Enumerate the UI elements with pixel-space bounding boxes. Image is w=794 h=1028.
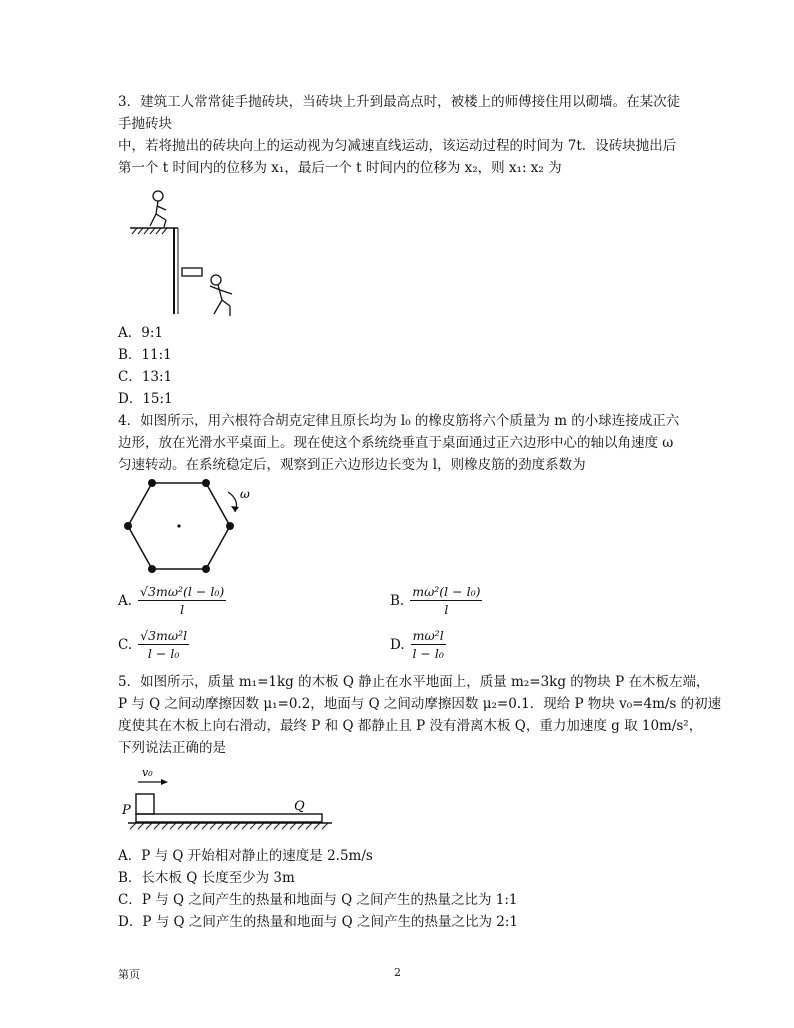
q4-option-d-label: D.: [390, 636, 405, 653]
omega-label: ω: [240, 487, 250, 501]
q4-option-a-numerator: √3mω²(l − l₀): [140, 584, 225, 599]
q5-stem-line-3: 度使其在木板上向右滑动，最终 P 和 Q 都静止且 P 没有滑离木板 Q，重力加速度 g 取 10m/s²，: [118, 718, 703, 734]
block-p-label: P: [122, 803, 131, 818]
q3-option-d[interactable]: D．15:1: [118, 391, 173, 407]
q4-option-b-numerator: mω²(l − l₀): [412, 584, 481, 599]
q5-stem-line-2: P 与 Q 之间动摩擦因数 μ₁=0.2，地面与 Q 之间动摩擦因数 μ₂=0.1．现给 P 物块 v₀=4m/s 的初速: [118, 696, 722, 712]
q5-option-c[interactable]: C．P 与 Q 之间产生的热量和地面与 Q 之间产生的热量之比为 1:1: [118, 892, 518, 908]
q3-stem-line-2: 手抛砖块: [118, 116, 172, 132]
q4-stem-line-1: 4．如图所示，用六根符合胡克定律且原长均为 l₀ 的橡皮筋将六个质量为 m 的小球连接成正六: [118, 413, 680, 429]
q3-stem-line-3: 中，若将抛出的砖块向上的运动视为匀减速直线运动，该运动过程的时间为 7t．设砖块抛出后: [118, 138, 677, 154]
q4-figure-hexagon: [118, 476, 258, 586]
q4-option-b[interactable]: [390, 584, 482, 617]
q4-stem-line-3: 匀速转动。在系统稳定后，观察到正六边形边长变为 l，则橡皮筋的劲度系数为: [118, 457, 586, 473]
q4-option-a-denominator: l: [180, 602, 185, 617]
q4-option-d-denominator: l − l₀: [412, 646, 444, 661]
q3-stem-line-1: 3．建筑工人常常徒手抛砖块，当砖块上升到最高点时，被楼上的师傅接住用以砌墙。在某次徒: [118, 94, 681, 110]
q4-option-c[interactable]: [118, 628, 189, 661]
q5-figure-block-board: [118, 762, 338, 842]
q3-stem-line-4: 第一个 t 时间内的位移为 x₁，最后一个 t 时间内的位移为 x₂，则 x₁: x₂ 为: [118, 160, 562, 176]
q4-option-b-denominator: l: [444, 602, 449, 617]
footer-label: 第页: [118, 968, 140, 981]
q3-option-c[interactable]: C．13:1: [118, 369, 173, 385]
q4-option-a[interactable]: [118, 584, 226, 617]
q4-option-d[interactable]: [390, 628, 446, 661]
q4-option-c-label: C.: [118, 636, 133, 653]
q5-option-a[interactable]: A．P 与 Q 开始相对静止的速度是 2.5m/s: [118, 848, 373, 864]
q5-stem-line-4: 下列说法正确的是: [118, 740, 226, 756]
q5-option-b[interactable]: B．长木板 Q 长度至少为 3m: [118, 870, 295, 886]
q5-stem-line-1: 5．如图所示，质量 m₁=1kg 的木板 Q 静止在水平地面上，质量 m₂=3kg 的物块 P 在木板左端，: [118, 674, 710, 690]
q4-option-c-denominator: l − l₀: [147, 646, 180, 661]
page-number: 2: [394, 966, 401, 979]
q3-option-a[interactable]: A．9:1: [118, 325, 163, 341]
q4-stem-line-2: 边形，放在光滑水平桌面上。现在使这个系统绕垂直于桌面通过正六边形中心的轴以角速度 ω: [118, 435, 674, 451]
q3-figure-brick-throw: [128, 182, 248, 322]
q5-option-d[interactable]: D．P 与 Q 之间产生的热量和地面与 Q 之间产生的热量之比为 2:1: [118, 914, 519, 930]
q4-option-d-numerator: mω²l: [412, 628, 444, 643]
q3-option-b[interactable]: B．11:1: [118, 347, 172, 363]
q4-option-c-numerator: √3mω²l: [140, 628, 188, 643]
q4-option-a-label: A.: [118, 592, 133, 609]
q4-option-b-label: B.: [390, 592, 405, 609]
board-q-label: Q: [294, 799, 305, 814]
v0-label: v₀: [142, 766, 153, 779]
